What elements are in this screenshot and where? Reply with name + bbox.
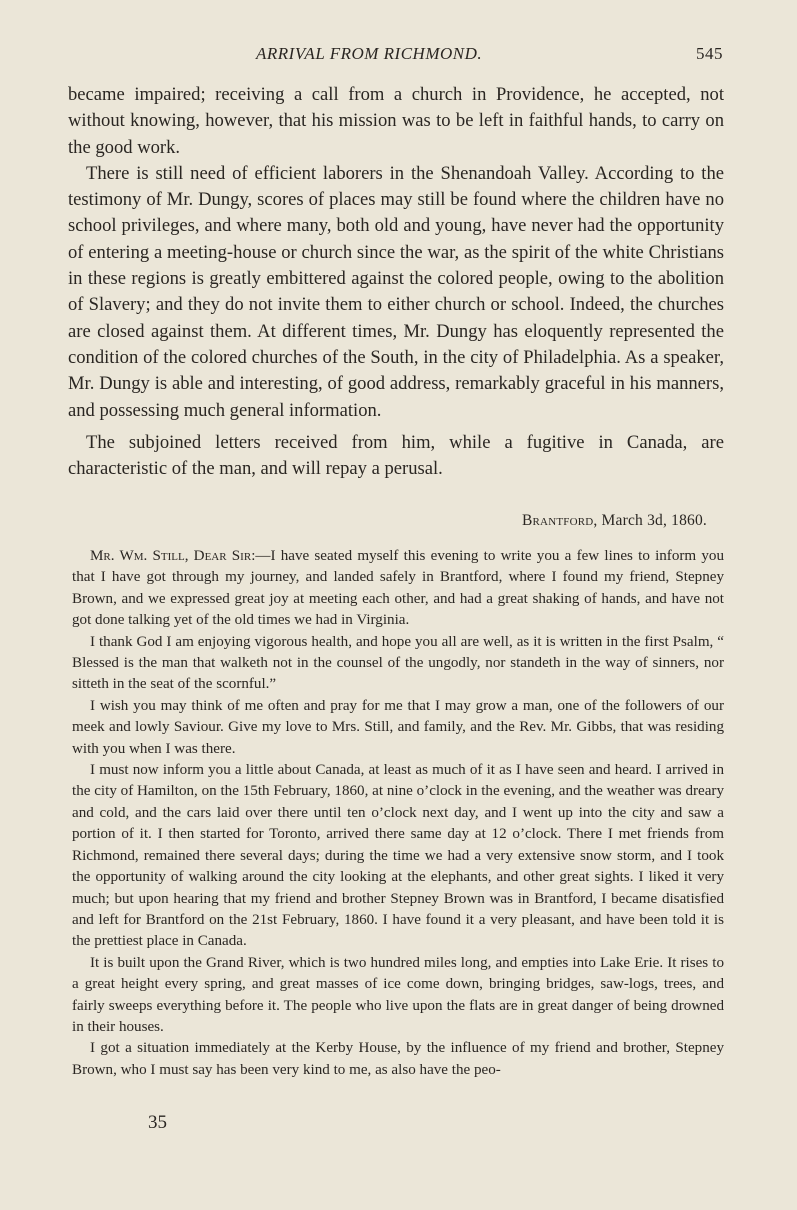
letter-text [72, 546, 724, 1081]
letter-paragraph: I got a situation immediately at the Kerby House, by the influence of my friend and brother, Stepney Brown, who I must say has been very kind to me, as also have the peo- [72, 1040, 724, 1078]
running-title: ARRIVAL FROM RICHMOND. [256, 44, 483, 63]
letter-salutation: Mr. Wm. Still, Dear Sir [90, 548, 252, 564]
letter-paragraph: I must now inform you a little about Canada, at least as much of it as I have seen and heard. I arrived in the city of Hamilton, on the 15th February, 1860, at nine o’clock in the evening, and the weather was dreary and cold, and the cars laid over there until ten o’clock next day, and I went up into the city and saw a portion of it. I then started for Toronto, arrived there same day at 12 o’clock. There I met friends from Richmond, remained there several days; during the time we had a very extensive snow storm, and I took the opportunity of walking around the city looking at the elephants, and other great sights. I liked it very much; but upon hearing that my friend and brother Stepney Brown was in Brantford, I became disatisfied and left for Brantford on the 21st February, 1860. I have found it a very pleasant, and have been told it is the prettiest place in Canada. [72, 762, 724, 950]
letter-place: Brantford, [521, 512, 598, 529]
letter-paragraph: It is built upon the Grand River, which is two hundred miles long, and empties into Lake Erie. It rises to a great height every spring, and great masses of ice come down, bringing bridges, saw-logs, trees, and fairly sweeps everything before it. The people who live upon the flats are in great danger of being drowned in their houses. [72, 954, 724, 1035]
letter-date: March 3d, 1860. [601, 512, 707, 529]
letter-opening: :—I have seated myself this evening to write you a few lines to inform you that I have got through my journey, and landed safely in Brantford, where I found my friend, Stepney Brown, and we expressed great joy at meeting each other, and had a great shaking of hands, and have not got done talking yet of the old times we had in Virginia. [72, 548, 725, 629]
printer-signature-mark: 35 [148, 1112, 167, 1133]
letter-paragraph: I wish you may think of me often and pray for me that I may grow a man, one of the followers of our meek and lowly Saviour. Give my love to Mrs. Still, and family, and the Rev. Mr. Gibbs, that was residing with you when I was there. [72, 697, 724, 757]
letter-paragraph [72, 546, 724, 632]
page-number: 545 [696, 44, 723, 63]
letter-dateline [522, 512, 707, 530]
running-head [68, 44, 723, 70]
body-paragraph: became impaired; receiving a call from a church in Providence, he accepted, not without knowing, however, that his mission was to be left in faithful hands, to carry on the good work. [68, 84, 724, 158]
body-paragraph: The subjoined letters received from him, while a fugitive in Canada, are characteristic of the man, and will repay a perusal. [68, 431, 724, 480]
letter-paragraph: I thank God I am enjoying vigorous health, and hope you all are well, as it is written in the first Psalm, “ Blessed is the man that walketh not in the counsel of the ungodly, nor standeth in the way of sinners, nor sitteth in the seat of the scornful.” [72, 633, 724, 693]
body-paragraph: There is still need of efficient laborers in the Shenandoah Valley. According to the testimony of Mr. Dungy, scores of places may still be found where the children have no school privileges, and where many, both old and young, have never had the opportunity of entering a meeting-house or church since the war, as the spirit of the white Christians in these regions is greatly embittered against the colored people, owing to the abolition of Slavery; and they do not invite them to either church or school. Indeed, the churches are closed against them. At different times, Mr. Dungy has eloquently represented the condition of the colored churches of the South, in the city of Philadelphia. As a speaker, Mr. Dungy is able and interesting, of good address, remarkably graceful in his manners, and possessing much general information. [68, 162, 724, 421]
body-text [68, 82, 724, 482]
